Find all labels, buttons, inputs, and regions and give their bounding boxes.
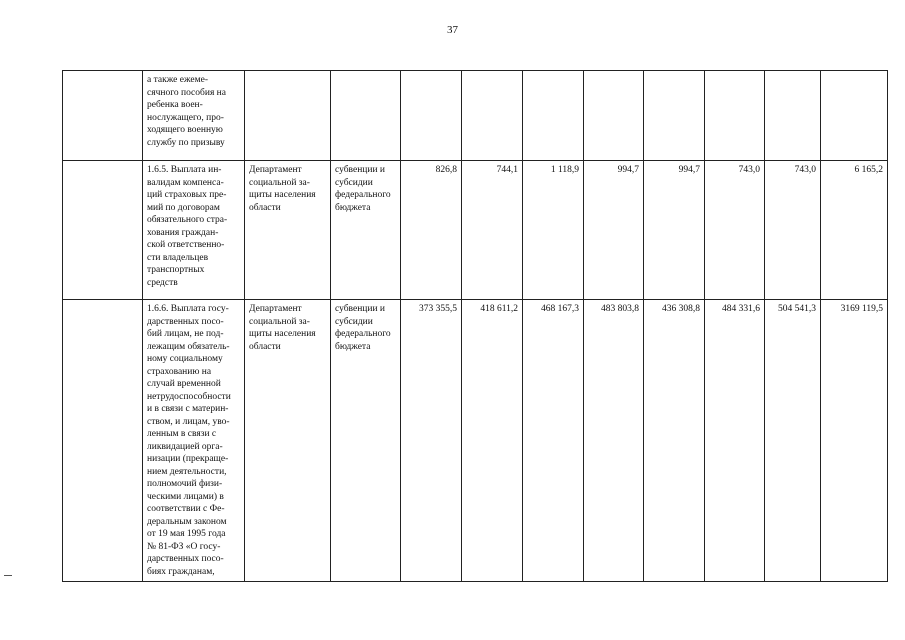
measure-cell: а также ежеме- сячного пособия на ребенка воен- нослужащего, про- ходящего военную службу по призыву [143, 71, 245, 161]
total-value-cell [821, 71, 888, 161]
year-value-cell [523, 71, 584, 161]
year-value-cell: 994,7 [584, 161, 644, 300]
year-value-cell: 826,8 [401, 161, 462, 300]
year-value-cell: 483 803,8 [584, 300, 644, 582]
number-cell [63, 71, 143, 161]
measure-cell: 1.6.5. Выплата ин- валидам компенса- ций страховых пре- мий по договорам обязательного стра- хования граждан- ской ответственно- сти владельцев транспортных средств [143, 161, 245, 300]
number-cell [63, 300, 143, 582]
year-value-cell: 418 611,2 [462, 300, 523, 582]
executor-cell: Департамент социальной за- щиты населения области [245, 300, 331, 582]
year-value-cell: 1 118,9 [523, 161, 584, 300]
program-table [62, 70, 888, 582]
year-value-cell [705, 71, 765, 161]
year-value-cell: 743,0 [705, 161, 765, 300]
year-value-cell [462, 71, 523, 161]
year-value-cell [644, 71, 705, 161]
number-cell [63, 161, 143, 300]
year-value-cell: 468 167,3 [523, 300, 584, 582]
page-number: 37 [447, 24, 458, 36]
year-value-cell: 484 331,6 [705, 300, 765, 582]
year-value-cell [401, 71, 462, 161]
year-value-cell: 743,0 [765, 161, 821, 300]
executor-cell: Департамент социальной за- щиты населения области [245, 161, 331, 300]
year-value-cell [584, 71, 644, 161]
year-value-cell: 504 541,3 [765, 300, 821, 582]
year-value-cell: 436 308,8 [644, 300, 705, 582]
funding-source-cell [331, 71, 401, 161]
year-value-cell: 744,1 [462, 161, 523, 300]
measure-cell: 1.6.6. Выплата госу- дарственных посо- бий лицам, не под- лежащим обязатель- ному социальному страхованию на случай временной нетрудоспособности и в связи с материн- ством, и лицам, уво- ленным в связи с ликвидацией орга- низации (прекраще- нием деятельности, полномочий физи- ческими лицами) в соответствии с Фе- деральным законом от 19 мая 1995 года № 81-ФЗ «О госу- дарственных посо- биях гражданам, [143, 300, 245, 582]
year-value-cell: 994,7 [644, 161, 705, 300]
table-row [63, 300, 888, 582]
total-value-cell: 3169 119,5 [821, 300, 888, 582]
year-value-cell [765, 71, 821, 161]
year-value-cell: 373 355,5 [401, 300, 462, 582]
table-row [63, 161, 888, 300]
total-value-cell: 6 165,2 [821, 161, 888, 300]
funding-source-cell: субвенции и субсидии федерального бюджета [331, 300, 401, 582]
margin-mark [4, 575, 12, 576]
table-row [63, 71, 888, 161]
executor-cell [245, 71, 331, 161]
funding-source-cell: субвенции и субсидии федерального бюджета [331, 161, 401, 300]
